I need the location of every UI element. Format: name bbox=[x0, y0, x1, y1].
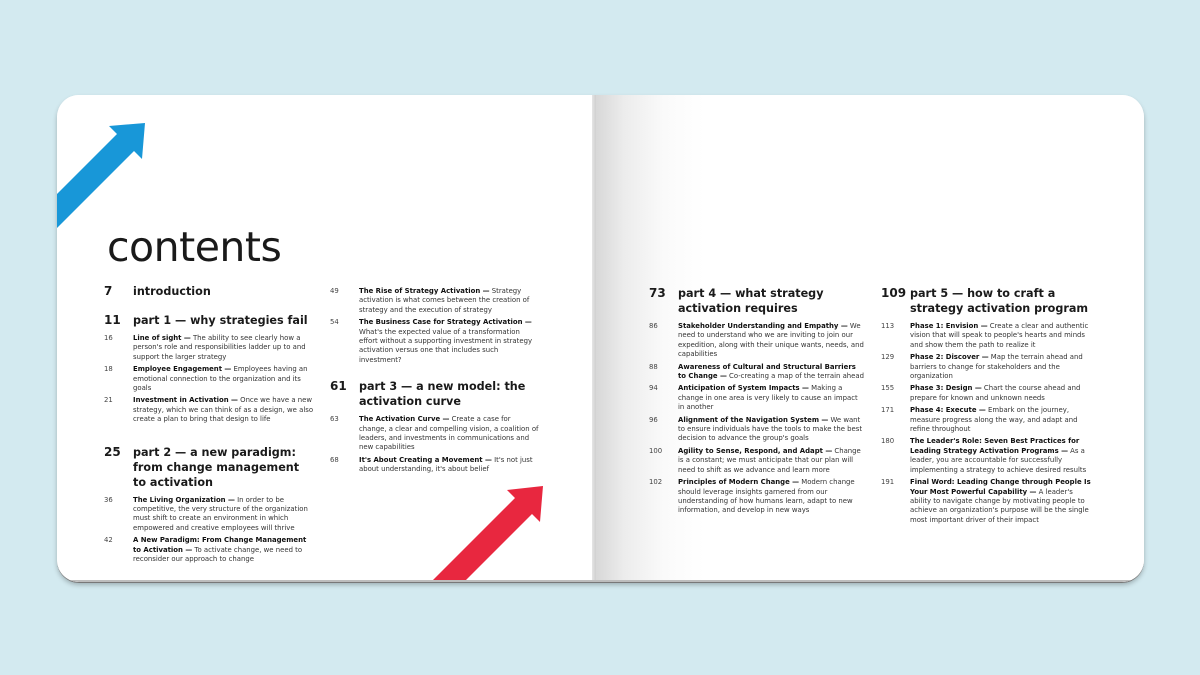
entry-title: Phase 3: Design — bbox=[910, 384, 982, 393]
toc-entry bbox=[881, 384, 1091, 403]
entry-page-number: 155 bbox=[881, 384, 895, 393]
entry-title: A New Paradigm: From Change Management to Activation — bbox=[133, 536, 307, 554]
toc-entry bbox=[649, 447, 864, 475]
entry-page-number: 16 bbox=[104, 334, 113, 342]
entry-page-number: 36 bbox=[104, 495, 113, 504]
book-gutter bbox=[592, 95, 596, 582]
entry-list bbox=[881, 322, 1091, 525]
toc-entry bbox=[649, 416, 864, 444]
toc-entry bbox=[881, 437, 1091, 475]
section-page-number: 73 bbox=[649, 286, 666, 300]
entry-title: The Activation Curve — bbox=[359, 415, 450, 424]
contents-column-4 bbox=[881, 286, 1091, 525]
entry-description: Map the terrain ahead and barriers to change for stakeholders and the organization bbox=[910, 353, 1083, 381]
entry-text bbox=[910, 353, 1091, 381]
toc-entry bbox=[649, 478, 864, 516]
section-title: part 2 — a new paradigm: from change management to activation bbox=[133, 445, 300, 489]
entry-text bbox=[678, 322, 864, 360]
entry-title: Alignment of the Navigation System — bbox=[678, 415, 829, 424]
entry-description: Once we have a new strategy, which we can think of as a design, we also create a plan to bring that design to life bbox=[133, 396, 314, 424]
entry-description: Employees having an emotional connection to the organization and its goals bbox=[133, 365, 308, 393]
entry-description: Chart the course ahead and prepare for known and unknown needs bbox=[910, 384, 1081, 402]
entry-description: To activate change, we need to reconsider our approach to change bbox=[133, 545, 303, 564]
book-spread bbox=[57, 95, 1144, 582]
entry-title: Phase 1: Envision — bbox=[910, 322, 988, 330]
entry-text bbox=[133, 536, 314, 564]
entry-description: Strategy activation is what comes between the creation of strategy and the execution of strategy bbox=[359, 287, 530, 314]
section-heading bbox=[881, 286, 1091, 316]
entry-text bbox=[678, 478, 864, 516]
section-page-number: 25 bbox=[104, 444, 121, 459]
entry-page-number: 100 bbox=[649, 446, 663, 455]
entry-page-number: 191 bbox=[881, 478, 895, 487]
entry-text bbox=[133, 496, 314, 534]
entry-description: What's the expected value of a transformation effort without a supporting investment in strategy activation versus one that includes such investment? bbox=[359, 327, 533, 364]
entry-title: Principles of Modern Change — bbox=[678, 478, 800, 487]
toc-entry bbox=[104, 365, 314, 393]
entry-text bbox=[359, 415, 540, 453]
entry-text bbox=[910, 478, 1091, 525]
entry-title: Phase 4: Execute — bbox=[910, 406, 986, 415]
section-heading bbox=[104, 284, 314, 299]
entry-title: Final Word: Leading Change through People Is Your Most Powerful Capability — bbox=[910, 478, 1091, 496]
entry-title: Awareness of Cultural and Structural Barriers to Change — bbox=[678, 362, 856, 381]
red-arrow-shape bbox=[429, 486, 543, 582]
toc-section bbox=[649, 286, 864, 516]
entry-text bbox=[133, 396, 314, 424]
toc-entry bbox=[881, 322, 1091, 350]
toc-section bbox=[104, 445, 314, 565]
entry-page-number: 49 bbox=[330, 287, 339, 295]
entry-list bbox=[649, 322, 864, 516]
section-heading bbox=[330, 379, 540, 409]
section-heading bbox=[104, 445, 314, 490]
toc-entry bbox=[881, 478, 1091, 525]
toc-entry bbox=[330, 287, 540, 315]
toc-entry bbox=[649, 322, 864, 360]
entry-title: Agility to Sense, Respond, and Adapt — bbox=[678, 446, 833, 455]
entry-list bbox=[104, 334, 314, 425]
entry-description: Create a clear and authentic vision that will speak to people's hearts and minds and show them the path to realize it bbox=[910, 322, 1089, 349]
entry-text bbox=[359, 287, 540, 315]
entry-description: Making a change in one area is very likely to cause an impact in another bbox=[678, 384, 858, 412]
entry-text bbox=[910, 406, 1091, 434]
section-page-number: 7 bbox=[104, 284, 113, 298]
entry-page-number: 21 bbox=[104, 396, 113, 405]
blue-arrow-icon bbox=[57, 122, 149, 232]
entry-description: Co-creating a map of the terrain ahead bbox=[726, 372, 865, 381]
section-heading bbox=[104, 313, 314, 328]
entry-page-number: 96 bbox=[649, 415, 658, 424]
entry-title: Stakeholder Understanding and Empathy — bbox=[678, 322, 848, 330]
contents-column-2 bbox=[330, 284, 540, 475]
toc-entry bbox=[330, 415, 540, 453]
entry-text bbox=[678, 416, 864, 444]
entry-title: Employee Engagement — bbox=[133, 365, 232, 374]
red-arrow-icon bbox=[429, 480, 545, 582]
entry-text bbox=[133, 334, 314, 362]
toc-entry bbox=[881, 406, 1091, 434]
toc-entry bbox=[104, 334, 314, 362]
book-bottom-edge bbox=[65, 580, 1136, 582]
section-heading bbox=[649, 286, 864, 316]
entry-text bbox=[678, 363, 864, 382]
entry-page-number: 86 bbox=[649, 322, 658, 330]
contents-column-3 bbox=[649, 286, 864, 516]
section-title: part 5 — how to craft a strategy activation program bbox=[910, 287, 1089, 315]
entry-page-number: 94 bbox=[649, 384, 658, 393]
entry-page-number: 102 bbox=[649, 478, 663, 487]
entry-description: We want to ensure individuals have the tools to make the best decision to advance the group's goals bbox=[678, 415, 863, 443]
toc-entry bbox=[330, 318, 540, 365]
entry-page-number: 129 bbox=[881, 353, 895, 362]
entry-title: Phase 2: Discover — bbox=[910, 353, 989, 362]
entry-page-number: 42 bbox=[104, 536, 113, 545]
entry-description: The ability to see clearly how a person's role and responsibilities ladder up to and support the larger strategy bbox=[133, 334, 306, 361]
entry-description: We need to understand who we are inviting to join our expedition, along with their unique wants, needs, and capabilities bbox=[678, 322, 864, 359]
entry-text bbox=[910, 322, 1091, 350]
section-page-number: 61 bbox=[330, 379, 347, 394]
right-page bbox=[594, 95, 1144, 582]
entry-description: Change is a constant; we must anticipate that our plan will need to shift as we advance and learn more bbox=[678, 446, 861, 474]
entry-page-number: 68 bbox=[330, 455, 339, 464]
entry-description: As a leader, you are accountable for successfully implementing a strategy to achieve desired results bbox=[910, 446, 1087, 474]
toc-entry bbox=[649, 384, 864, 412]
section-title: introduction bbox=[133, 285, 211, 298]
section-title: part 3 — a new model: the activation curve bbox=[359, 380, 526, 409]
toc-section bbox=[881, 286, 1091, 525]
entry-title: Investment in Activation — bbox=[133, 396, 238, 405]
entry-list bbox=[104, 496, 314, 565]
entry-title: It's About Creating a Movement — bbox=[359, 455, 492, 464]
section-title: part 1 — why strategies fail bbox=[133, 314, 308, 327]
entry-title: The Leader's Role: Seven Best Practices for Leading Strategy Activation Programs — bbox=[910, 437, 1080, 455]
entry-page-number: 171 bbox=[881, 406, 895, 415]
entry-page-number: 113 bbox=[881, 322, 895, 330]
toc-section bbox=[104, 313, 314, 425]
entry-description: Embark on the journey, measure progress along the way, and adapt and refine throughout bbox=[910, 406, 1078, 434]
toc-section bbox=[104, 284, 314, 299]
toc-entry bbox=[881, 353, 1091, 381]
entry-page-number: 54 bbox=[330, 318, 339, 327]
toc-entry bbox=[104, 536, 314, 564]
entry-list bbox=[330, 415, 540, 474]
entry-description: A leader's ability to navigate change by motivating people to achieve an organization's purpose will be the single most important driver of their impact bbox=[910, 487, 1089, 524]
entry-page-number: 18 bbox=[104, 365, 113, 374]
toc-entry bbox=[330, 456, 540, 475]
contents-column-1 bbox=[104, 284, 314, 565]
entry-text bbox=[910, 384, 1091, 403]
section-page-number: 11 bbox=[104, 313, 121, 327]
entry-text bbox=[359, 318, 540, 365]
entry-text bbox=[133, 365, 314, 393]
entry-page-number: 63 bbox=[330, 415, 339, 424]
entry-page-number: 88 bbox=[649, 362, 658, 371]
page-title: contents bbox=[107, 223, 282, 271]
entry-text bbox=[678, 384, 864, 412]
toc-entry bbox=[649, 363, 864, 382]
entry-text bbox=[910, 437, 1091, 475]
entry-description: It's not just about understanding, it's about belief bbox=[359, 455, 533, 474]
entry-title: Line of sight — bbox=[133, 334, 191, 342]
entry-title: Anticipation of System Impacts — bbox=[678, 384, 809, 393]
entry-description: Modern change should leverage insights garnered from our understanding of how humans learn, adapt to new information, and develop in new ways bbox=[678, 478, 855, 515]
toc-section bbox=[330, 287, 540, 365]
section-title: part 4 — what strategy activation requires bbox=[678, 287, 824, 315]
left-page bbox=[57, 95, 594, 582]
entry-title: The Rise of Strategy Activation — bbox=[359, 287, 490, 295]
toc-section bbox=[330, 379, 540, 474]
entry-title: The Business Case for Strategy Activation — bbox=[359, 318, 532, 327]
entry-page-number: 180 bbox=[881, 437, 895, 446]
entry-title: The Living Organization — bbox=[133, 495, 235, 504]
toc-entry bbox=[104, 496, 314, 534]
entry-text bbox=[359, 456, 540, 475]
toc-entry bbox=[104, 396, 314, 424]
entry-text bbox=[678, 447, 864, 475]
entry-list bbox=[330, 287, 540, 365]
blue-arrow-shape bbox=[57, 123, 145, 228]
section-page-number: 109 bbox=[881, 286, 907, 300]
entry-description: Create a case for change, a clear and compelling vision, a coalition of leaders, and investments in communications and new capabilities bbox=[359, 415, 539, 452]
entry-description: In order to be competitive, the very structure of the organization must shift to create an environment in which empowered and creative employees will thrive bbox=[133, 495, 308, 532]
